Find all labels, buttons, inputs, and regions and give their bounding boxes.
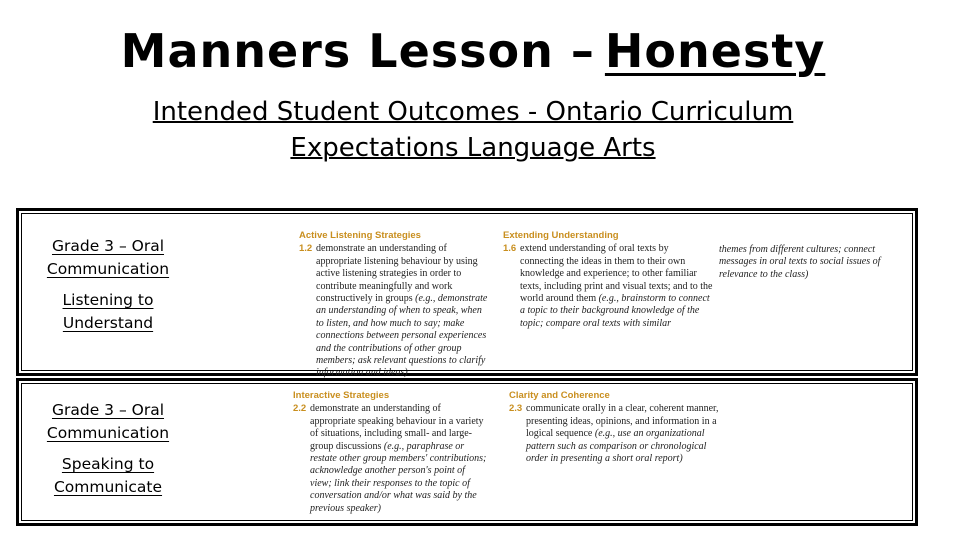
expectation-heading: Clarity and Coherence: [509, 390, 610, 401]
expectation-text: extend understanding of oral texts by connecting the ideas in them to their own knowledge and experience; to other familiar texts, including print and visual texts; and to the world around them: [520, 243, 713, 305]
expectation-example: (e.g., paraphrase or restate other group members' contributions; acknowledge another person's point of view; link their responses to the topic of conversation and/or what was said by the previous speaker): [310, 440, 487, 514]
title-topic: Honesty: [604, 24, 826, 78]
expectation-example: (e.g., brainstorm to connect a topic to their background knowledge of the topic; compare oral texts with similar: [520, 293, 710, 329]
strand-label: Listening to Understand: [62, 291, 154, 332]
expectation-number: 1.2: [299, 243, 313, 255]
grade-label: Grade 3 – Oral Communication: [46, 401, 170, 442]
expectation-heading: Active Listening Strategies: [299, 230, 421, 241]
expectation-text: demonstrate an understanding of appropriate speaking behaviour in a variety of situations, including small- and large-group discussions: [310, 403, 484, 452]
expectation-text: demonstrate an understanding of appropriate listening behaviour by using active listening strategies in order to contribute meaningfully and work constructively in groups: [316, 243, 478, 305]
speaking-panel: [16, 378, 918, 526]
grade-label: Grade 3 – Oral Communication: [46, 237, 170, 278]
expectation-2-3: [509, 390, 719, 465]
title-main: Manners Lesson –: [120, 24, 595, 78]
expectation-2-2: [293, 390, 487, 515]
expectation-1-2: [299, 230, 491, 380]
speaking-label: [27, 399, 189, 499]
expectation-heading: Interactive Strategies: [293, 390, 390, 401]
expectation-example: (e.g., demonstrate an understanding of when to speak, when to listen, and how much to say; make connections between personal experiences and the contributions of other group members; ask relevant questions to clarify information and ideas): [316, 293, 488, 379]
subtitle-line-2: Expectations Language Arts: [290, 133, 656, 163]
page-title: [0, 24, 946, 78]
expectation-example: themes from different cultures; connect messages in oral texts to social issues of relevance to the class): [719, 244, 881, 280]
subtitle-line-1: Intended Student Outcomes - Ontario Curriculum: [152, 97, 794, 127]
expectation-1-6: [503, 230, 713, 330]
listening-label: [27, 235, 189, 335]
expectation-heading: Extending Understanding: [503, 230, 619, 241]
listening-panel: [16, 208, 918, 379]
expectation-example: (e.g., use an organizational pattern such as comparison or chronological order in presenting a short oral report): [526, 428, 707, 465]
expectation-number: 1.6: [503, 243, 517, 255]
expectation-number: 2.3: [509, 403, 523, 415]
expectation-1-6-continued: [719, 244, 909, 281]
expectation-text: communicate orally in a clear, coherent manner, presenting ideas, opinions, and information in a logical sequence: [526, 403, 719, 440]
expectation-number: 2.2: [293, 403, 307, 415]
strand-label: Speaking to Communicate: [53, 455, 163, 496]
page-subtitle: [0, 94, 946, 166]
